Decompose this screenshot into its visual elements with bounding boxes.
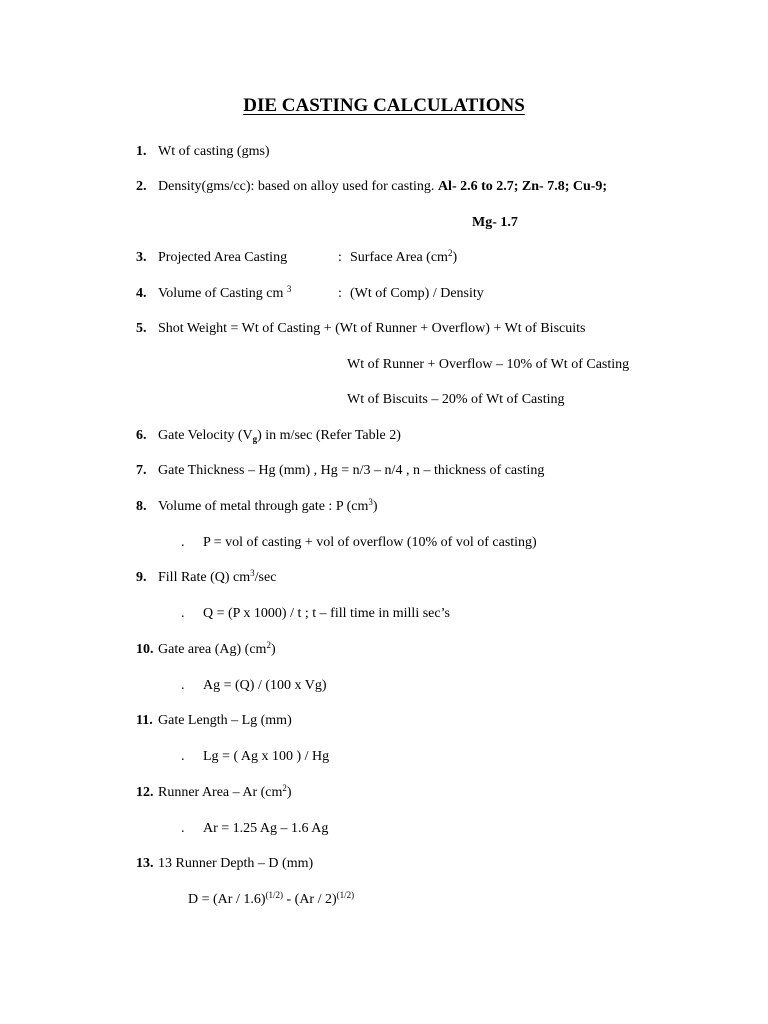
list-item xyxy=(136,855,314,873)
item-text-end: /sec xyxy=(254,570,277,585)
item-text: Wt of casting (gms) xyxy=(158,144,270,159)
item-text: Volume of Casting cm xyxy=(158,286,284,301)
item-number: 9. xyxy=(136,570,147,585)
superscript: 3 xyxy=(286,284,292,294)
list-item xyxy=(136,320,586,338)
list-item xyxy=(136,640,276,659)
sub-definition: Wt of Biscuits – 20% of Wt of Casting xyxy=(347,392,565,407)
formula: Q = (P x 1000) / t ; t – fill time in milli sec’s xyxy=(203,606,450,621)
document-title: DIE CASTING CALCULATIONS xyxy=(243,95,525,116)
item-text: Shot Weight = Wt of Casting + (Wt of Runner + Overflow) + Wt of Biscuits xyxy=(158,321,586,336)
item-number: 6. xyxy=(136,428,147,443)
alloy-densities: Al- 2.6 to 2.7; Zn- 7.8; Cu-9; xyxy=(437,179,608,194)
item-number: 5. xyxy=(136,321,147,336)
item-text-end: ) xyxy=(270,642,276,657)
item-number: 12. xyxy=(136,785,154,800)
bullet-dot: . xyxy=(181,821,185,836)
item-text-end: ) xyxy=(372,499,378,514)
list-item xyxy=(136,143,270,161)
superscript: 3 xyxy=(368,497,373,507)
exponent: (1/2) xyxy=(265,890,283,900)
item-number: 2. xyxy=(136,179,147,194)
formula-line xyxy=(181,748,329,766)
item-text: Fill Rate (Q) cm xyxy=(158,570,251,585)
item-text: Volume of metal through gate : P (cm xyxy=(158,499,369,514)
list-item xyxy=(136,462,545,480)
formula-line xyxy=(181,677,327,695)
list-item xyxy=(136,783,292,802)
list-item xyxy=(136,568,277,587)
list-item xyxy=(136,285,736,303)
formula-line xyxy=(181,534,537,552)
bullet-dot: . xyxy=(181,606,185,621)
list-item xyxy=(136,712,292,730)
item-number: 8. xyxy=(136,499,147,514)
item-text: Gate Thickness – Hg (mm) , Hg = n/3 – n/4 , n – thickness of casting xyxy=(158,463,545,478)
item-definition: (Wt of Comp) / Density xyxy=(350,286,484,301)
item-number: 13. xyxy=(136,856,154,871)
bullet-dot: . xyxy=(181,749,185,764)
item-text: Density(gms/cc): based on alloy used for casting. xyxy=(158,179,435,194)
formula: D = (Ar / 1.6) xyxy=(188,892,266,907)
item-number: 11. xyxy=(136,713,153,728)
item-text: Runner Area – Ar (cm xyxy=(158,785,283,800)
superscript: 2 xyxy=(447,248,453,258)
sub-definition: Wt of Runner + Overflow – 10% of Wt of Casting xyxy=(347,357,630,372)
formula: - (Ar / 2) xyxy=(283,892,337,907)
superscript: 3 xyxy=(250,568,255,578)
alloy-density-continued: Mg- 1.7 xyxy=(472,215,518,230)
item-number: 1. xyxy=(136,144,147,159)
item-text: 13 Runner Depth – D (mm) xyxy=(158,856,314,871)
close-paren: ) xyxy=(452,250,458,265)
separator-colon: : xyxy=(338,286,342,301)
separator-colon: : xyxy=(338,250,342,265)
formula-line xyxy=(181,820,328,838)
item-text: Projected Area Casting xyxy=(158,250,288,265)
item-text-end: ) xyxy=(286,785,292,800)
bullet-dot: . xyxy=(181,678,185,693)
item-number: 7. xyxy=(136,463,147,478)
item-text: Gate area (Ag) (cm xyxy=(158,642,267,657)
formula: Ag = (Q) / (100 x Vg) xyxy=(203,678,327,693)
formula: Ar = 1.25 Ag – 1.6 Ag xyxy=(203,821,329,836)
list-item xyxy=(136,427,401,445)
superscript: 2 xyxy=(266,640,271,650)
formula: Lg = ( Ag x 100 ) / Hg xyxy=(203,749,330,764)
item-text-end: ) in m/sec (Refer Table 2) xyxy=(257,428,401,443)
item-definition: Surface Area (cm xyxy=(350,250,448,265)
formula: P = vol of casting + vol of overflow (10% of vol of casting) xyxy=(203,535,537,550)
item-number: 3. xyxy=(136,250,147,265)
exponent: (1/2) xyxy=(336,890,355,900)
formula-line xyxy=(188,891,354,909)
subscript: g xyxy=(252,434,258,444)
formula-line xyxy=(181,605,450,623)
item-number: 10. xyxy=(136,642,154,657)
item-number: 4. xyxy=(136,286,147,301)
item-text: Gate Length – Lg (mm) xyxy=(158,713,292,728)
list-item xyxy=(136,178,608,196)
list-item xyxy=(136,497,378,516)
list-item xyxy=(136,249,736,267)
item-text: Gate Velocity (V xyxy=(158,428,253,443)
superscript: 2 xyxy=(282,783,287,793)
bullet-dot: . xyxy=(181,535,185,550)
